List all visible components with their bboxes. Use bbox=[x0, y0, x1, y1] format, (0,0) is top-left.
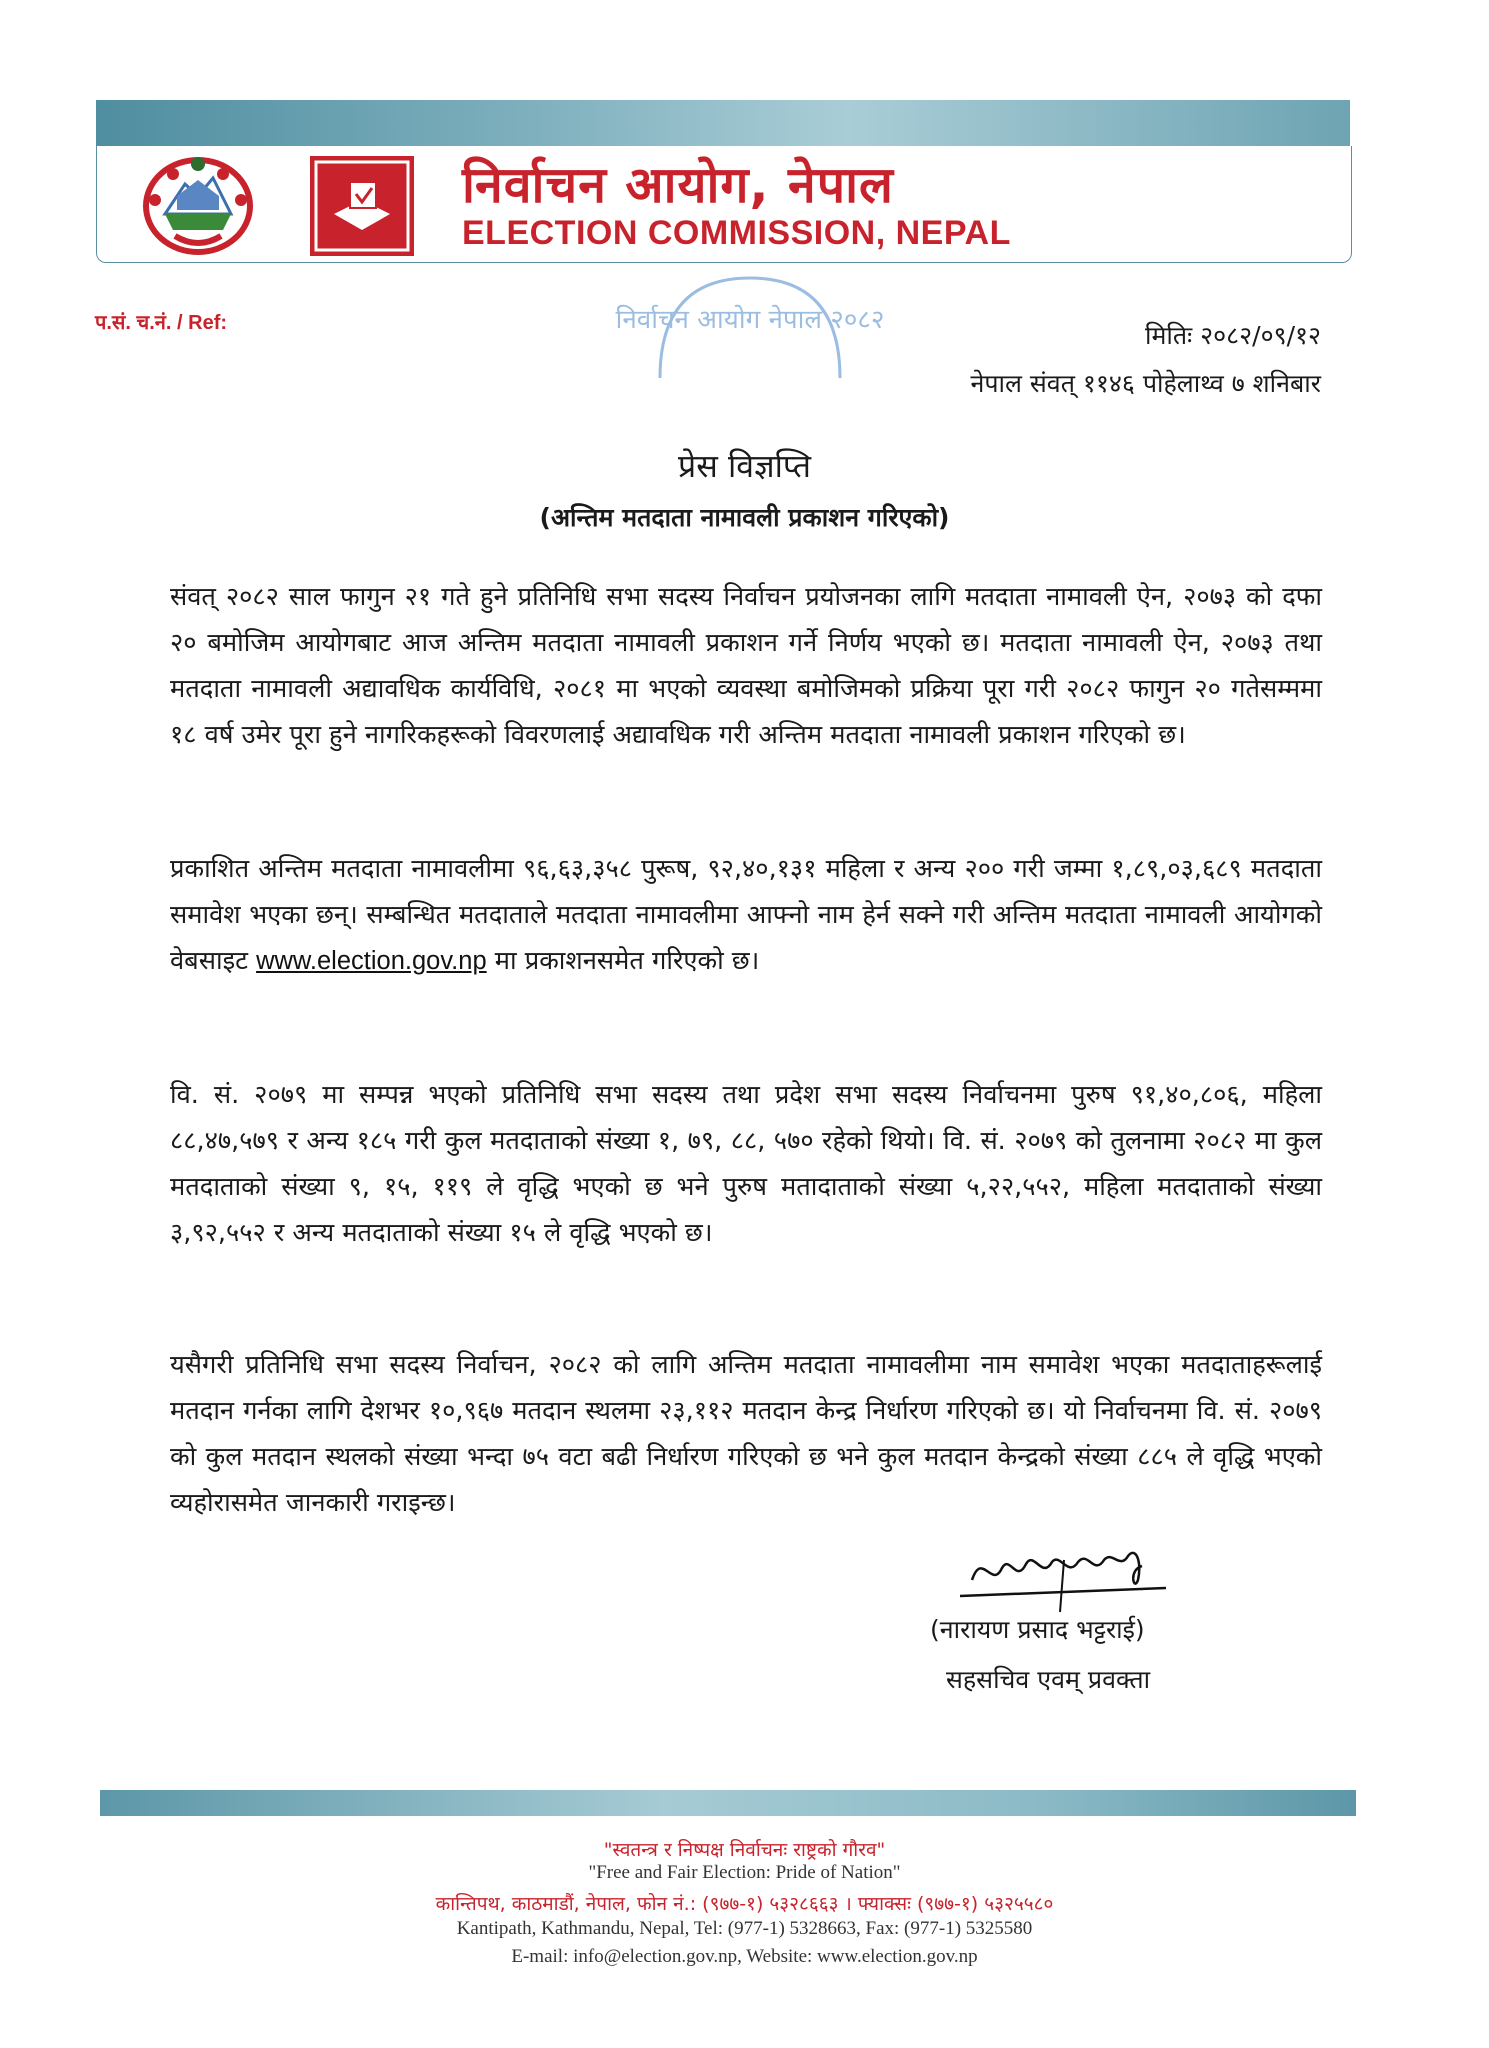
signatory-designation: सहसचिव एवम् प्रवक्ता bbox=[946, 1665, 1151, 1694]
document-title: प्रेस विज्ञप्ति bbox=[678, 447, 811, 485]
header-title-english: ELECTION COMMISSION, NEPAL bbox=[462, 214, 1011, 252]
paragraph-3: वि. सं. २०७९ मा सम्पन्न भएको प्रतिनिधि सभा सदस्य तथा प्रदेश सभा सदस्य निर्वाचनमा पुरुष ९१,४०,८०६, महिला ८८,४७,५७९ र अन्य १८५ गरी कुल मतदाताको संख्या १, ७९, ८८, ५७० रहेको थियो। वि. सं. २०७९ को तुलनामा २०८२ मा कुल मतदाताको संख्या ९, १५, ११९ ले वृद्धि भएको छ भने पुरुष मतादाताको संख्या ५,२२,५५२, महिला मतदाताको संख्या ३,९२,५५२ र अन्य मतदाताको संख्या १५ ले वृद्धि भएको छ। bbox=[170, 1080, 1322, 1248]
footer-bar bbox=[100, 1790, 1356, 1816]
nepal-emblem-icon bbox=[135, 150, 261, 258]
signatory-name: (नारायण प्रसाद भट्टराई) bbox=[930, 1615, 1145, 1644]
paragraph-2-text-end: मा प्रकाशनसमेत गरिएको छ। bbox=[486, 946, 760, 976]
footer-contact: E-mail: info@election.gov.np, Website: www.election.gov.np bbox=[511, 1946, 978, 1967]
document-subtitle: (अन्तिम मतदाता नामावली प्रकाशन गरिएको) bbox=[539, 503, 950, 532]
paragraph-2-text: प्रकाशित अन्तिम मतदाता नामावलीमा ९६,६३,३५८ पुरूष, ९२,४०,१३१ महिला र अन्य २०० गरी जम्मा १,८९,०३,६८९ मतदाता समावेश भएका छन्। सम्बन्धित मतदाताले मतदाता नामावलीमा आफ्नो नाम हेर्न सक्ने गरी अन्तिम मतदाता नामावली आयोगको वेबसाइट bbox=[170, 854, 1322, 976]
footer-address-english: Kantipath, Kathmandu, Nepal, Tel: (977-1) 5328663, Fax: (977-1) 5325580 bbox=[456, 1918, 1033, 1939]
reference-label: प.सं. च.नं. / Ref: bbox=[95, 312, 228, 334]
header-title-nepali: निर्वाचन आयोग, नेपाल bbox=[462, 156, 894, 214]
footer-slogan-nepali: "स्वतन्त्र र निष्पक्ष निर्वाचनः राष्ट्रको गौरव" bbox=[603, 1839, 886, 1861]
paragraph-1: संवत् २०८२ साल फागुन २१ गते हुने प्रतिनिधि सभा सदस्य निर्वाचन प्रयोजनका लागि मतदाता नामावली ऐन, २०७३ को दफा २० बमोजिम आयोगबाट आज अन्तिम मतदाता नामावली प्रकाशन गर्ने निर्णय भएको छ। मतदाता नामावली ऐन, २०७३ तथा मतदाता नामावली अद्यावधिक कार्यविधि, २०८१ मा भएको व्यवस्था बमोजिमको प्रक्रिया पूरा गरी २०८२ फागुन २० गतेसम्ममा १८ वर्ष उमेर पूरा हुने नागरिकहरूको विवरणलाई अद्यावधिक गरी अन्तिम मतदाता नामावली प्रकाशन गरिएको छ। bbox=[170, 582, 1322, 750]
svg-text:निर्वाचन आयोग नेपाल २०८२: निर्वाचन आयोग नेपाल २०८२ bbox=[615, 305, 885, 335]
signature-image bbox=[952, 1540, 1172, 1612]
paragraph-4: यसैगरी प्रतिनिधि सभा सदस्य निर्वाचन, २०८२ को लागि अन्तिम मतदाता नामावलीमा नाम समावेश भएका मतदाताहरूलाई मतदान गर्नका लागि देशभर १०,९६७ मतदान स्थलमा २३,११२ मतदान केन्द्र निर्धारण गरिएको छ। यो निर्वाचनमा वि. सं. २०७९ को कुल मतदान स्थलको संख्या भन्दा ७५ वटा बढी निर्धारण गरिएको छ भने कुल मतदान केन्द्रको संख्या ८८५ ले वृद्धि भएको व्यहोरासमेत जानकारी गराइन्छ। bbox=[170, 1350, 1322, 1518]
footer-address-nepali: कान्तिपथ, काठमाडौं, नेपाल, फोन नं.: (९७७-१) ५३२८६६३ । फ्याक्सः (९७७-१) ५३२५५८० bbox=[435, 1893, 1054, 1915]
header-top-bar bbox=[96, 100, 1350, 146]
website-link[interactable]: www.election.gov.np bbox=[256, 947, 487, 975]
ballot-box-icon bbox=[310, 156, 414, 256]
footer-slogan-english: "Free and Fair Election: Pride of Nation" bbox=[588, 1862, 901, 1883]
office-stamp bbox=[615, 268, 885, 400]
date-gregorian: मितिः २०८२/०९/१२ bbox=[1145, 321, 1321, 350]
date-nepal-sambat: नेपाल संवत् ११४६ पोहेलाथ्व ७ शनिबार bbox=[970, 369, 1321, 398]
paragraph-2 bbox=[170, 846, 1322, 984]
